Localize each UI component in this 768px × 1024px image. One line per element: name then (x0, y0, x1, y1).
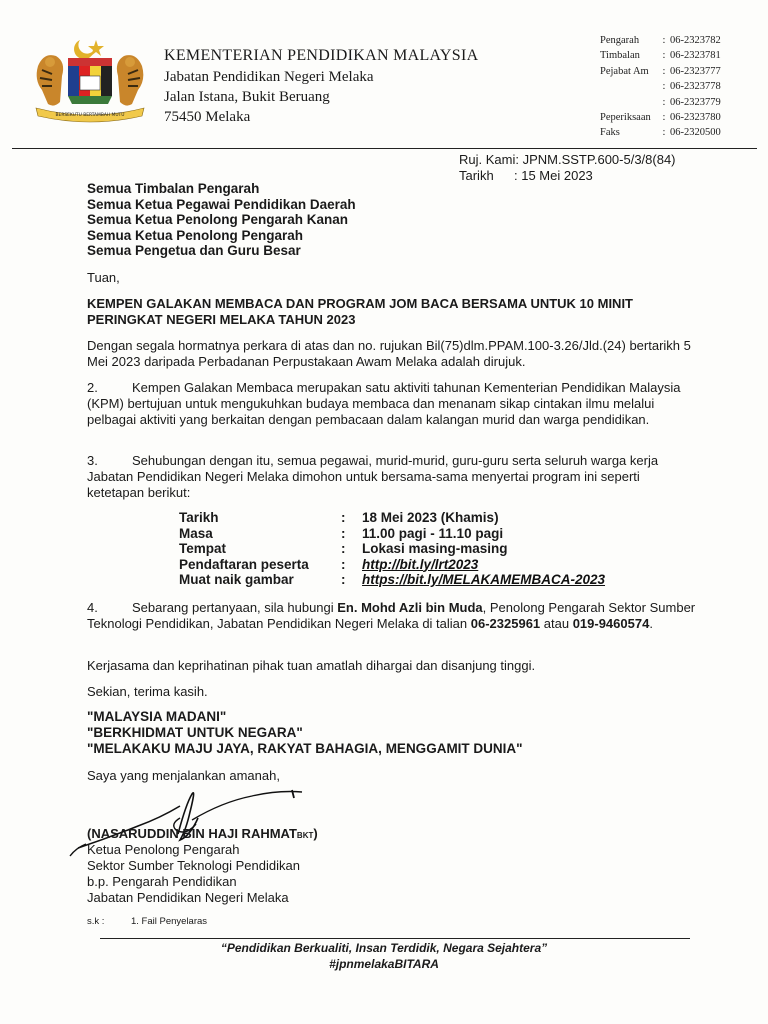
paragraph-1: Dengan segala hormatnya perkara di atas dan no. rujukan Bil(75)dlm.PPAM.100-3.26/Jld.(24) bertarikh 5 Mei 2023 daripada Perbadanan Perpustakaan Awam Melaka adalah dirujuk. (87, 338, 691, 369)
detail-colon: : (341, 572, 346, 587)
detail-colon: : (341, 541, 346, 556)
recipient-line: Semua Ketua Penolong Pengarah (87, 227, 304, 243)
contact-row: Pengarah : 06-2323782 (600, 35, 721, 46)
signatory-on-behalf: b.p. Pengarah Pendidikan (87, 874, 237, 889)
detail-value: 11.00 pagi - 11.10 pagi (362, 525, 504, 541)
recipient-line: Semua Ketua Pegawai Pendidikan Daerah (87, 196, 356, 212)
detail-colon: : (341, 525, 346, 541)
reference-number: Ruj. Kami: JPNM.SSTP.600-5/3/8(84) (459, 152, 676, 167)
subject-line: PERINGKAT NEGERI MELAKA TAHUN 2023 (87, 312, 356, 327)
detail-value: Lokasi masing-masing (362, 541, 508, 556)
cc-item: 1. Fail Penyelaras (131, 916, 208, 927)
detail-label: Tempat (179, 541, 227, 556)
photo-upload-link[interactable]: https://bit.ly/MELAKAMEMBACA-2023 (362, 572, 606, 587)
detail-label: Pendaftaran peserta (179, 556, 309, 572)
contact-row: Timbalan : 06-2323781 (600, 50, 721, 62)
slogan-line: "MALAYSIA MADANI" (87, 709, 227, 724)
detail-colon: : (341, 510, 346, 525)
recipient-line: Semua Pengetua dan Guru Besar (87, 243, 301, 259)
salutation: Tuan, (87, 270, 120, 285)
contact-row: Faks : 06-2320500 (600, 127, 721, 139)
registration-link[interactable]: http://bit.ly/lrt2023 (362, 556, 479, 572)
footer-tagline: “Pendidikan Berkualiti, Insan Terdidik, Negara Sejahtera” (220, 941, 548, 955)
signoff-line: Saya yang menjalankan amanah, (87, 768, 280, 783)
footer-hashtag: #jpnmelakaBITARA (329, 957, 439, 971)
paragraph-4: 4. Sebarang pertanyaan, sila hubungi En. Mohd Azli bin Muda, Penolong Pengarah Sektor Sumber Teknologi Pendidikan, Jabatan Pendidikan Negeri Melaka di talian 06-2325961 atau 019-9460574. (87, 600, 696, 631)
signatory-name: (NASARUDDIN BIN HAJI RAHMATBKT) (87, 826, 318, 841)
contact-row: Peperiksaan : 06-2323780 (600, 112, 721, 124)
paragraph-3: 3. Sehubungan dengan itu, semua pegawai, murid-murid, guru-guru serta seluruh warga kerja Jabatan Pendidikan Negeri Melaka dimohon untuk bersama-sama menyertai program ini seperti ketetapan berikut: (87, 453, 659, 500)
coat-of-arms-logo (28, 36, 152, 126)
contact-list (600, 33, 721, 141)
address-postcode: 75450 Melaka (164, 109, 251, 125)
paragraph-2: 2. Kempen Galakan Membaca merupakan satu aktiviti tahunan Kementerian Pendidikan Malaysia (KPM) bertujuan untuk mengukuhkan budaya membaca dan menanam sikap cintakan ilmu melalui pelbagai aktiviti yang berkaitan dengan pembacaan dalam kalangan murid dan warga pendidikan. (87, 380, 681, 427)
crest-motto: BERSEKUTU BERTAMBAH MUTU (55, 113, 125, 118)
signatory-sector: Sektor Sumber Teknologi Pendidikan (87, 858, 300, 873)
contact-row: : 06-2323779 (662, 96, 721, 108)
detail-label: Tarikh (179, 510, 219, 525)
reference-date: Tarikh : 15 Mei 2023 (459, 168, 593, 183)
address-street: Jalan Istana, Bukit Beruang (164, 89, 330, 105)
signatory-title: Ketua Penolong Pengarah (87, 842, 240, 857)
contact-row: Pejabat Am : 06-2323777 (600, 65, 721, 77)
signatory-department: Jabatan Pendidikan Negeri Melaka (87, 890, 289, 905)
detail-label: Muat naik gambar (179, 572, 294, 587)
closing-line: Sekian, terima kasih. (87, 684, 208, 699)
recipient-line: Semua Timbalan Pengarah (87, 181, 260, 196)
contact-row: : 06-2323778 (662, 81, 721, 93)
detail-label: Masa (179, 525, 213, 541)
detail-colon: : (341, 556, 346, 572)
letterhead-divider (12, 148, 757, 149)
paragraph-5: Kerjasama dan keprihatinan pihak tuan amatlah dihargai dan disanjung tinggi. (87, 658, 536, 673)
ministry-name: KEMENTERIAN PENDIDIKAN MALAYSIA (164, 47, 479, 64)
slogan-line: "BERKHIDMAT UNTUK NEGARA" (87, 725, 303, 740)
detail-value: 18 Mei 2023 (Khamis) (362, 510, 499, 525)
slogan-line: "MELAKAKU MAJU JAYA, RAKYAT BAHAGIA, MENGGAMIT DUNIA" (87, 741, 523, 756)
recipient-line: Semua Ketua Penolong Pengarah Kanan (87, 212, 349, 228)
department-name: Jabatan Pendidikan Negeri Melaka (164, 69, 374, 85)
subject-line: KEMPEN GALAKAN MEMBACA DAN PROGRAM JOM BACA BERSAMA UNTUK 10 MINIT (87, 296, 633, 311)
cc-label: s.k : (87, 916, 105, 927)
footer-divider (100, 938, 690, 939)
